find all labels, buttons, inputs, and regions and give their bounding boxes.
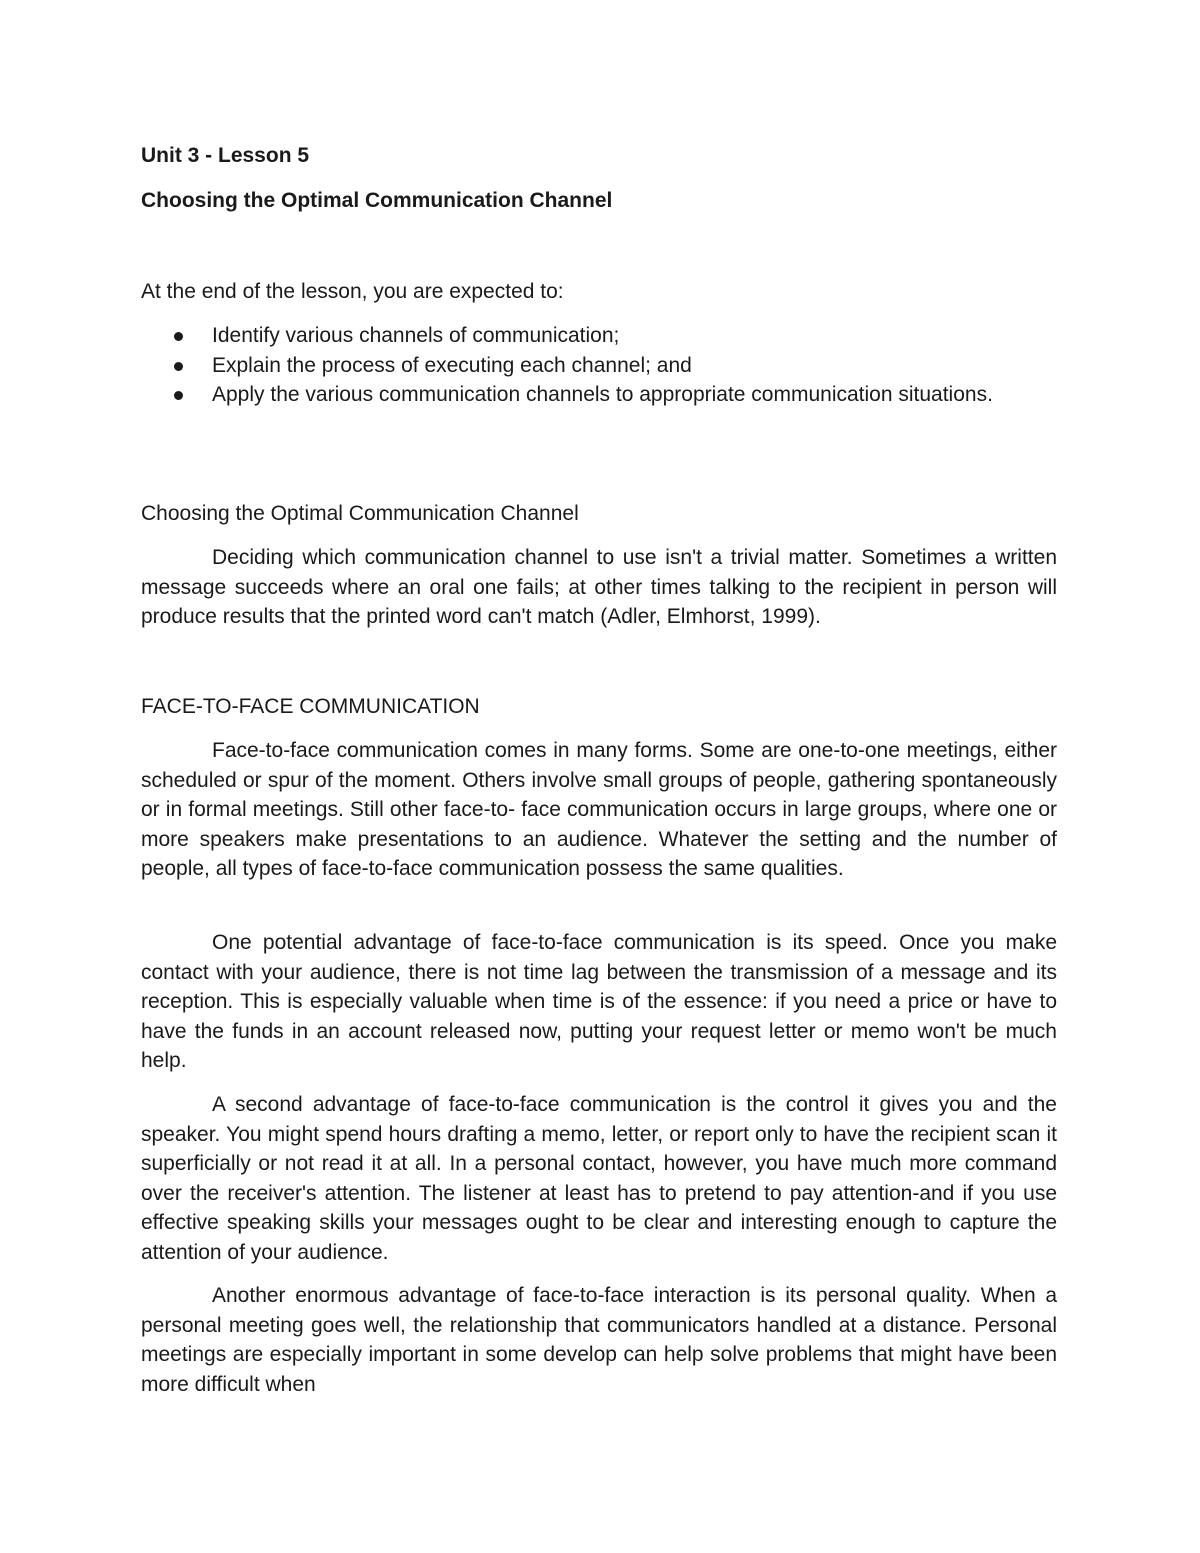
paragraph-control-advantage: A second advantage of face-to-face communication is the control it gives you and the speaker. You might spend hours drafting a memo, letter, or report only to have the recipient scan it superficially or not read it at all. In a personal contact, however, you have much more command over the receiver's attention. The listener at least has to pretend to pay attention-and if you use effective speaking skills your messages ought to be clear and interesting enough to capture the attention of your audience. (141, 1093, 1057, 1264)
bullet-icon (174, 391, 183, 400)
objective-text: Apply the various communication channels to appropriate communication situations. (212, 383, 993, 406)
paragraph-personal-quality: Another enormous advantage of face-to-face interaction is its personal quality. When a personal meeting goes well, the relationship that communicators handled at a distance. Personal meetings are especially important in some develop can help solve problems that might have been more difficult when (141, 1284, 1057, 1396)
section-heading-face-to-face: FACE-TO-FACE COMMUNICATION (141, 695, 480, 718)
objective-text: Explain the process of executing each channel; and (212, 353, 692, 377)
objective-item (141, 380, 1057, 410)
objectives-list (141, 321, 1057, 410)
objective-item (141, 351, 1057, 381)
bullet-icon (174, 332, 183, 341)
objective-item (141, 321, 1057, 351)
objectives-intro: At the end of the lesson, you are expected to: (141, 280, 564, 303)
bullet-icon (174, 362, 183, 371)
lesson-title: Choosing the Optimal Communication Channel (141, 189, 613, 212)
paragraph-channel-intro: Deciding which communication channel to use isn't a trivial matter. Sometimes a written message succeeds where an oral one fails; at other times talking to the recipient in person will produce results that the printed word can't match (Adler, Elmhorst, 1999). (141, 546, 1057, 628)
section-heading-channel: Choosing the Optimal Communication Channel (141, 502, 579, 525)
paragraph-face-to-face-forms: Face-to-face communication comes in many forms. Some are one-to-one meetings, either scheduled or spur of the moment. Others involve small groups of people, gathering spontaneously or in formal meetings. Still other face-to- face communication occurs in large groups, where one or more speakers make presentations to an audience. Whatever the setting and the number of people, all types of face-to-face communication possess the same qualities. (141, 739, 1057, 880)
objective-text: Identify various channels of communication; (212, 324, 620, 347)
paragraph-speed-advantage: One potential advantage of face-to-face communication is its speed. Once you make contact with your audience, there is not time lag between the transmission of a message and its reception. This is especially valuable when time is of the essence: if you need a price or have to have the funds in an account released now, putting your request letter or memo won't be much help. (141, 931, 1057, 1072)
unit-title: Unit 3 - Lesson 5 (141, 144, 310, 167)
